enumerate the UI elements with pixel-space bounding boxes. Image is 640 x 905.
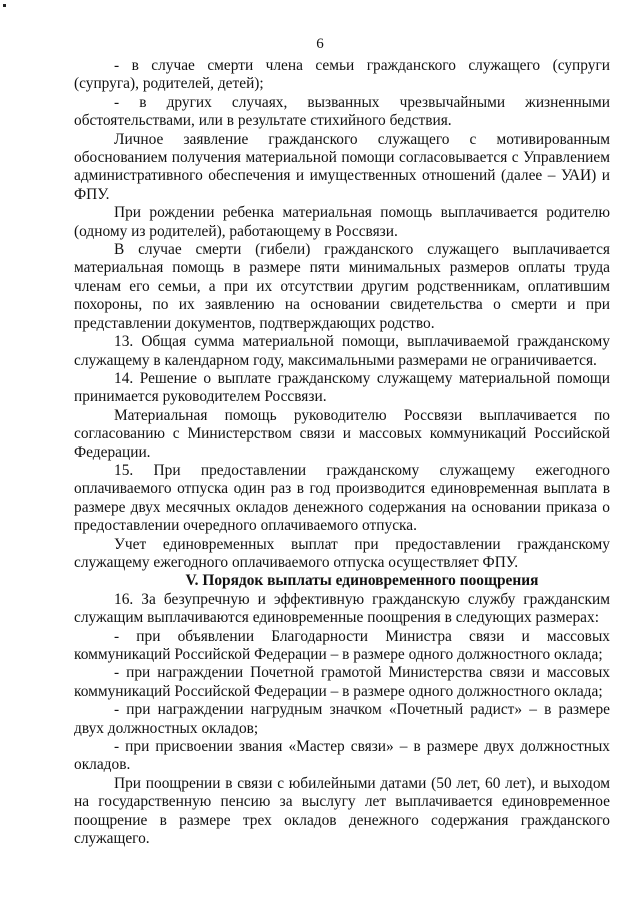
paragraph-head-assistance: Материальная помощь руководителю Россвязи выплачивается по согласованию с Министерством связи и массовых коммуникаций Российской Федерации. xyxy=(74,406,610,461)
paragraph-16: 16. За безупречную и эффективную гражданскую службу гражданским служащим выплачиваются единовременные поощрения в следующих размерах: xyxy=(74,590,610,627)
paragraph-accounting: Учет единовременных выплат при предоставлении гражданскому служащему ежегодного оплачиваемого отпуска осуществляет ФПУ. xyxy=(74,535,610,571)
document-body xyxy=(74,57,610,848)
paragraph-death-employee: В случае смерти (гибели) гражданского служащего выплачивается материальная помощь в размере пяти минимальных размеров оплаты труда членам его семьи, а при их отсутствии другим родственникам, оплатившим похороны, по их заявлению на основании свидетельства о смерти и при представлении документов, подтверждающих родство. xyxy=(74,241,610,332)
paragraph-14: 14. Решение о выплате гражданскому служащему материальной помощи принимается руководителем Россвязи. xyxy=(74,369,610,406)
paragraph-bullet-certificate: - при награждении Почетной грамотой Министерства связи и массовых коммуникаций Российской Федерации – в размере одного должностного оклада; xyxy=(74,664,610,700)
section-heading: V. Порядок выплаты единовременного поощрения xyxy=(185,572,539,590)
paragraph-bullet-other-cases: - в других случаях, вызванных чрезвычайными жизненными обстоятельствами, или в результате стихийного бедствия. xyxy=(74,93,610,130)
paragraph-bullet-master: - при присвоении звания «Мастер связи» – в размере двух должностных окладов. xyxy=(74,738,610,774)
paragraph-bullet-gratitude: - при объявлении Благодарности Министра связи и массовых коммуникаций Российской Федерации – в размере одного должностного оклада; xyxy=(74,627,610,663)
paragraph-child-birth: При рождении ребенка материальная помощь выплачивается родителю (одному из родителей), работающему в Россвязи. xyxy=(74,204,610,240)
page-number: 6 xyxy=(316,36,324,52)
scan-mark xyxy=(3,4,6,7)
paragraph-15: 15. При предоставлении гражданскому служащему ежегодного оплачиваемого отпуска один раз в год производится единовременная выплата в размере двух месячных окладов денежного содержания на основании приказа о предоставлении очередного оплачиваемого отпуска. xyxy=(74,461,610,535)
paragraph-personal-application: Личное заявление гражданского служащего с мотивированным обоснованием получения материальной помощи согласовывается с Управлением административного обеспечения и имущественных отношений (далее – УАИ) и ФПУ. xyxy=(74,130,610,203)
paragraph-jubilee: При поощрении в связи с юбилейными датами (50 лет, 60 лет), и выходом на государственную пенсию за выслугу лет выплачивается единовременное поощрение в размере трех окладов денежного содержания гражданского служащего. xyxy=(74,774,610,848)
paragraph-bullet-death-family: - в случае смерти члена семьи гражданского служащего (супруги (супруга), родителей, детей); xyxy=(74,57,610,93)
paragraph-13: 13. Общая сумма материальной помощи, выплачиваемой гражданскому служащему в календарном году, максимальными размерами не ограничивается. xyxy=(74,333,610,369)
paragraph-bullet-badge: - при награждении нагрудным значком «Почетный радист» – в размере двух должностных окладов; xyxy=(74,701,610,737)
